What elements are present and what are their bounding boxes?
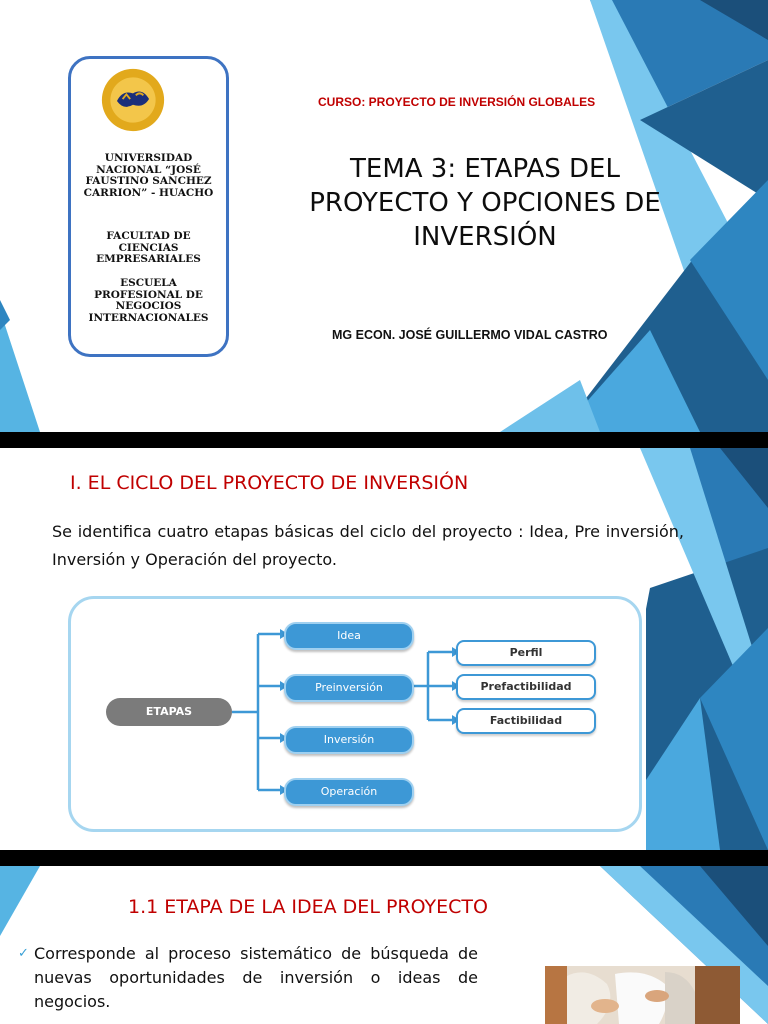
university-line: CARRION” - HUACHO (83, 186, 214, 199)
substage-factibilidad: Factibilidad (456, 708, 596, 734)
title-line: TEMA 3: ETAPAS DEL (350, 154, 620, 184)
university-card (68, 56, 229, 357)
slide-title (300, 152, 670, 254)
stage-operacion: Operación (284, 778, 414, 806)
title-line: INVERSIÓN (413, 222, 557, 252)
photo-illustration (545, 966, 740, 1024)
school-line: NEGOCIOS (115, 300, 182, 312)
idea-stage-slide (0, 866, 768, 1024)
university-name (81, 153, 216, 199)
stage-inversion: Inversión (284, 726, 414, 754)
university-line: NACIONAL “JOSÉ (96, 163, 201, 176)
cycle-slide (0, 448, 768, 850)
faculty-line: CIENCIAS (118, 241, 179, 254)
bullet-text: Corresponde al proceso sistemático de búsqueda de nuevas oportunidades de inversión o ideas de negocios. (34, 944, 478, 1011)
substage-prefactibilidad: Prefactibilidad (456, 674, 596, 700)
title-slide (0, 0, 768, 432)
diagram-root-etapas: ETAPAS (106, 698, 232, 726)
university-line: UNIVERSIDAD (104, 152, 193, 164)
stage-preinversion: Preinversión (284, 674, 414, 702)
business-meeting-photo (545, 966, 740, 1024)
university-line: FAUSTINO SANCHEZ (85, 175, 212, 187)
school-line: ESCUELA (120, 277, 177, 289)
stages-diagram (62, 590, 646, 850)
school-line: PROFESIONAL DE (94, 288, 203, 301)
faculty-line: FACULTAD DE (106, 230, 191, 242)
faculty-name (81, 231, 216, 266)
checkmark-icon: ✓ (18, 946, 29, 961)
section-paragraph: Se identifica cuatro etapas básicas del ciclo del proyecto : Idea, Pre inversión, Inversión y Operación del proyecto. (52, 522, 684, 569)
section-heading: 1.1 ETAPA DE LA IDEA DEL PROYECTO (128, 896, 488, 918)
stage-idea: Idea (284, 622, 414, 650)
faculty-line: EMPRESARIALES (96, 253, 201, 265)
school-name (81, 278, 216, 324)
bullet-item (18, 942, 478, 1014)
course-label: CURSO: PROYECTO DE INVERSIÓN GLOBALES (318, 95, 596, 109)
substage-perfil: Perfil (456, 640, 596, 666)
section-heading: I. EL CICLO DEL PROYECTO DE INVERSIÓN (70, 472, 469, 494)
school-line: INTERNACIONALES (88, 311, 209, 324)
title-line: PROYECTO Y OPCIONES DE (309, 188, 661, 218)
author-name: MG ECON. JOSÉ GUILLERMO VIDAL CASTRO (332, 328, 608, 342)
university-seal-logo (85, 67, 181, 133)
